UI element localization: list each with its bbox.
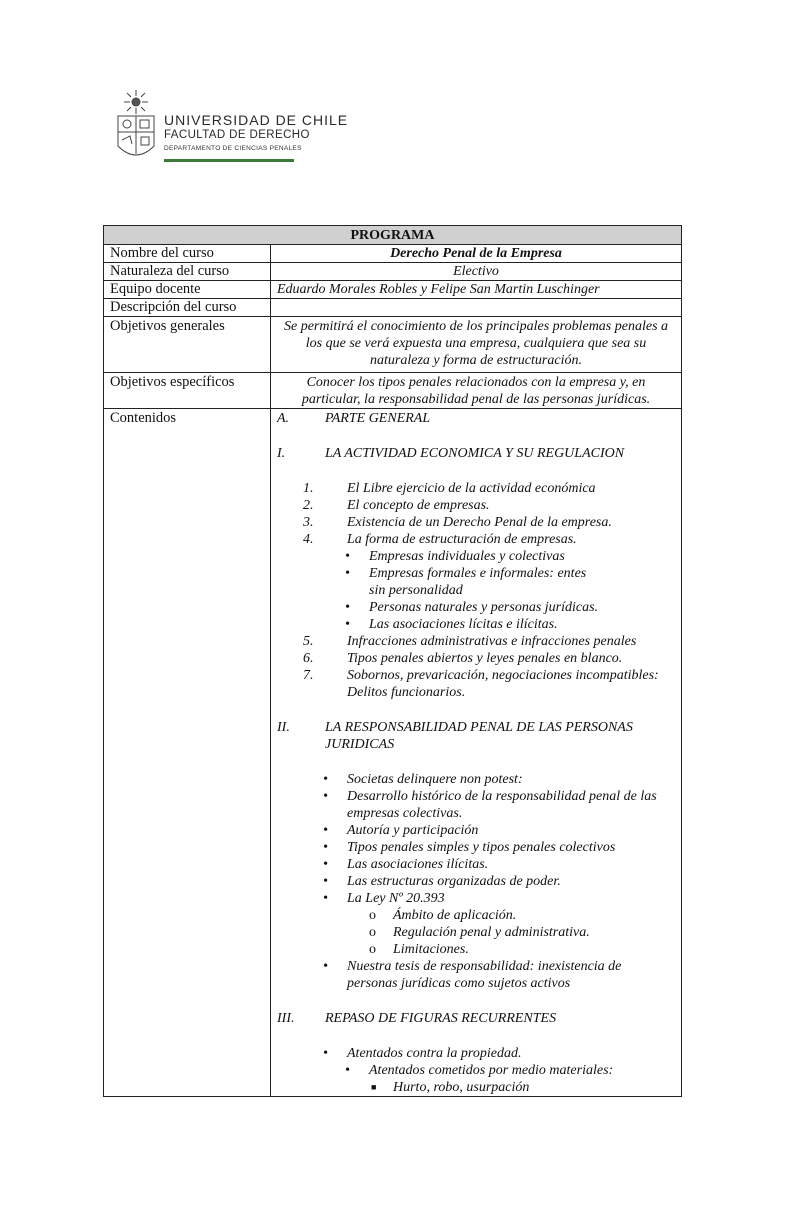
sub-list-item: • Atentados cometidos por medio materiales: [345,1063,614,1078]
table-title: PROGRAMA [104,226,682,245]
sub-list-item: • Personas naturales y personas jurídicas. [345,600,599,615]
section-3-title: REPASO DE FIGURAS RECURRENTES [325,1011,557,1026]
bullet-icon: • [345,617,350,632]
list-item: • Las asociaciones ilícitas. [323,857,489,872]
bullet-icon: • [345,600,350,615]
list-item: 2. El concepto de empresas. [303,498,490,513]
list-item: 4. La forma de estructuración de empresas. [303,532,577,547]
table-row [104,281,682,299]
section-2-marker: II. [277,720,290,735]
section-2-list [277,771,675,992]
section-3-heading [277,1010,675,1027]
bullet-icon: • [323,874,328,889]
department-name: DEPARTAMENTO DE CIENCIAS PENALES [164,145,302,152]
row-label: Objetivos generales [104,317,271,373]
square-bullet-icon: ■ [371,1082,377,1092]
table-row [104,409,682,1097]
program-table [103,225,682,1097]
sub-sub-list-item: ■ Hurto, robo, usurpación [371,1080,530,1095]
list-item: 6. Tipos penales abiertos y leyes penales en blanco. [303,651,623,666]
course-nature: Electivo [271,263,682,281]
table-row [104,299,682,317]
list-item: 5. Infracciones administrativas e infracciones penales [303,634,637,649]
bullet-icon: • [323,1046,328,1061]
table-row [104,317,682,373]
list-item: 1. El Libre ejercicio de la actividad económica [303,481,596,496]
university-name: UNIVERSIDAD DE CHILE [164,112,349,128]
bullet-icon: • [323,840,328,855]
sub-list-item: o Regulación penal y administrativa. [369,925,590,940]
row-label: Equipo docente [104,281,271,299]
section-1-title: LA ACTIVIDAD ECONOMICA Y SU REGULACION [325,446,625,461]
bullet-icon: • [323,789,328,804]
bullet-icon: • [345,1063,350,1078]
section-1-list [277,480,675,701]
sub-list-item: • Empresas individuales y colectivas [345,549,565,564]
list-item: • Tipos penales simples y tipos penales colectivos [323,840,616,855]
section-1-heading [277,445,675,462]
table-row [104,245,682,263]
sub-list-item: • Empresas formales e informales: entes sin personalidad [345,566,587,598]
specific-objectives: Conocer los tipos penales relacionados con la empresa y, en particular, la responsabilidad penal de las personas jurídicas. [271,373,682,409]
part-a-marker: A. [277,411,290,426]
bullet-icon: • [323,857,328,872]
bullet-icon: • [345,549,350,564]
row-label: Descripción del curso [104,299,271,317]
list-item: 7. Sobornos, prevaricación, negociaciones incompatibles: Delitos funcionarios. [303,668,659,700]
section-3-marker: III. [277,1011,295,1026]
university-crest-icon [112,88,160,166]
contents-cell [271,409,682,1097]
course-name: Derecho Penal de la Empresa [271,245,682,263]
table-row [104,263,682,281]
section-2-title: LA RESPONSABILIDAD PENAL DE LAS PERSONAS JURIDICAS [325,720,633,752]
list-item: • Autoría y participación [323,823,479,838]
section-1-marker: I. [277,446,286,461]
bullet-icon: • [323,772,328,787]
circle-bullet-icon: o [369,925,376,940]
list-item: 3. Existencia de un Derecho Penal de la empresa. [303,515,612,530]
circle-bullet-icon: o [369,908,376,923]
list-item: • Desarrollo histórico de la responsabilidad penal de las empresas colectivas. [323,789,657,821]
table-row [104,373,682,409]
sub-list-item: • Las asociaciones lícitas e ilícitas. [345,617,558,632]
row-label: Naturaleza del curso [104,263,271,281]
section-3-list [277,1045,675,1096]
brand-divider [164,159,294,162]
list-item: • La Ley Nº 20.393 [323,891,445,906]
faculty-name: FACULTAD DE DERECHO [164,129,310,141]
row-label: Nombre del curso [104,245,271,263]
list-item: • Nuestra tesis de responsabilidad: inexistencia de personas jurídicas como sujetos activos [323,959,622,991]
row-label: Contenidos [104,409,271,1097]
course-description [271,299,682,317]
bullet-icon: • [323,959,328,974]
section-2-heading [277,719,675,753]
bullet-icon: • [345,566,350,581]
bullet-icon: • [323,823,328,838]
list-item: • Atentados contra la propiedad. [323,1046,522,1061]
part-a-title: PARTE GENERAL [325,411,431,426]
sub-list-item: o Limitaciones. [369,942,469,957]
bullet-icon: • [323,891,328,906]
circle-bullet-icon: o [369,942,376,957]
university-logo [112,88,349,168]
list-item: • Las estructuras organizadas de poder. [323,874,561,889]
list-item: • Societas delinquere non potest: [323,772,523,787]
part-a-heading [277,410,675,427]
general-objectives: Se permitirá el conocimiento de los principales problemas penales a los que se verá expuesta una empresa, cualquiera que sea su naturaleza y forma de estructuración. [271,317,682,373]
teaching-team: Eduardo Morales Robles y Felipe San Martin Luschinger [271,281,682,299]
row-label: Objetivos específicos [104,373,271,409]
sub-list-item: o Ámbito de aplicación. [369,908,517,923]
